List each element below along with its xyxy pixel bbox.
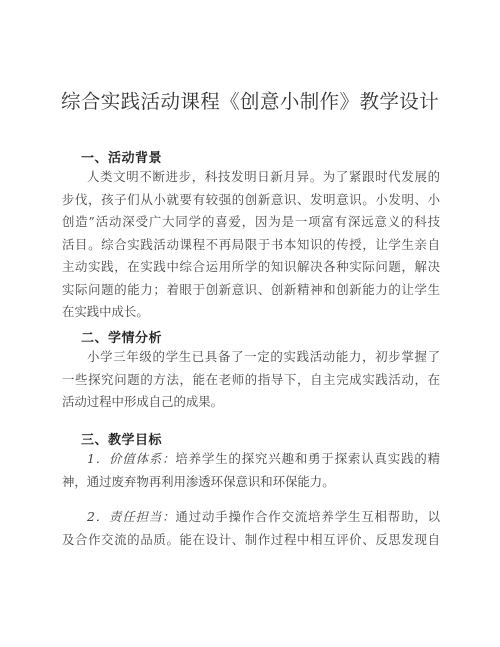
text-line: 主动实践，在实践中综合运用所学的知识解决各种实际问题，解决 bbox=[62, 259, 440, 274]
text-line: 小学三年级的学生已具备了一定的实践活动能力，初步掌握了 bbox=[87, 349, 440, 364]
text-line: 实际问题的能力；着眼于创新意识、创新精神和创新能力的让学生 bbox=[62, 281, 440, 297]
text-line: 在实践中成长。 bbox=[62, 304, 149, 319]
text-line bbox=[62, 506, 440, 529]
section-heading-teaching-goals: 三、教学目标 bbox=[81, 433, 163, 448]
text-line: 创造”活动深受广大同学的喜爱，因为是一项富有深远意义的科技 bbox=[62, 214, 440, 229]
paragraph-goal-responsibility bbox=[62, 506, 440, 551]
document-title: 综合实践活动课程《创意小制作》教学设计 bbox=[60, 90, 440, 113]
section-heading-learner-analysis: 二、学情分析 bbox=[81, 331, 163, 346]
text-line bbox=[62, 448, 440, 471]
text-line: 步伐，孩子们从小就要有较强的创新意识、发明意识。小发明、小 bbox=[62, 191, 440, 207]
goal-label: 2．责任担当： bbox=[87, 509, 176, 524]
goal-text: 通过动手操作合作交流培养学生互相帮助，以 bbox=[175, 509, 441, 524]
paragraph-learner-analysis bbox=[62, 346, 440, 414]
section-heading-background: 一、活动背景 bbox=[81, 151, 163, 166]
text-line: 人类文明不断进步，科技发明日新月异。为了紧跟时代发展的 bbox=[87, 169, 440, 184]
goal-text: 培养学生的探究兴趣和勇于探索认真实践的精 bbox=[175, 451, 441, 466]
text-line: 活目。综合实践活动课程不再局限于书本知识的传授，让学生亲自 bbox=[62, 236, 440, 252]
text-line: 神，通过废弃物再利用渗透环保意识和环保能力。 bbox=[62, 473, 335, 489]
text-line: 及合作交流的品质。能在设计、制作过程中相互评价、反思发现自 bbox=[62, 531, 440, 547]
text-line: 活动过程中形成自己的成果。 bbox=[62, 394, 224, 409]
paragraph-goal-values bbox=[62, 448, 440, 493]
goal-label: 1．价值体系： bbox=[87, 451, 176, 466]
text-line: 一些探究问题的方法，能在老师的指导下，自主完成实践活动，在 bbox=[62, 371, 440, 387]
paragraph-background bbox=[62, 166, 440, 324]
